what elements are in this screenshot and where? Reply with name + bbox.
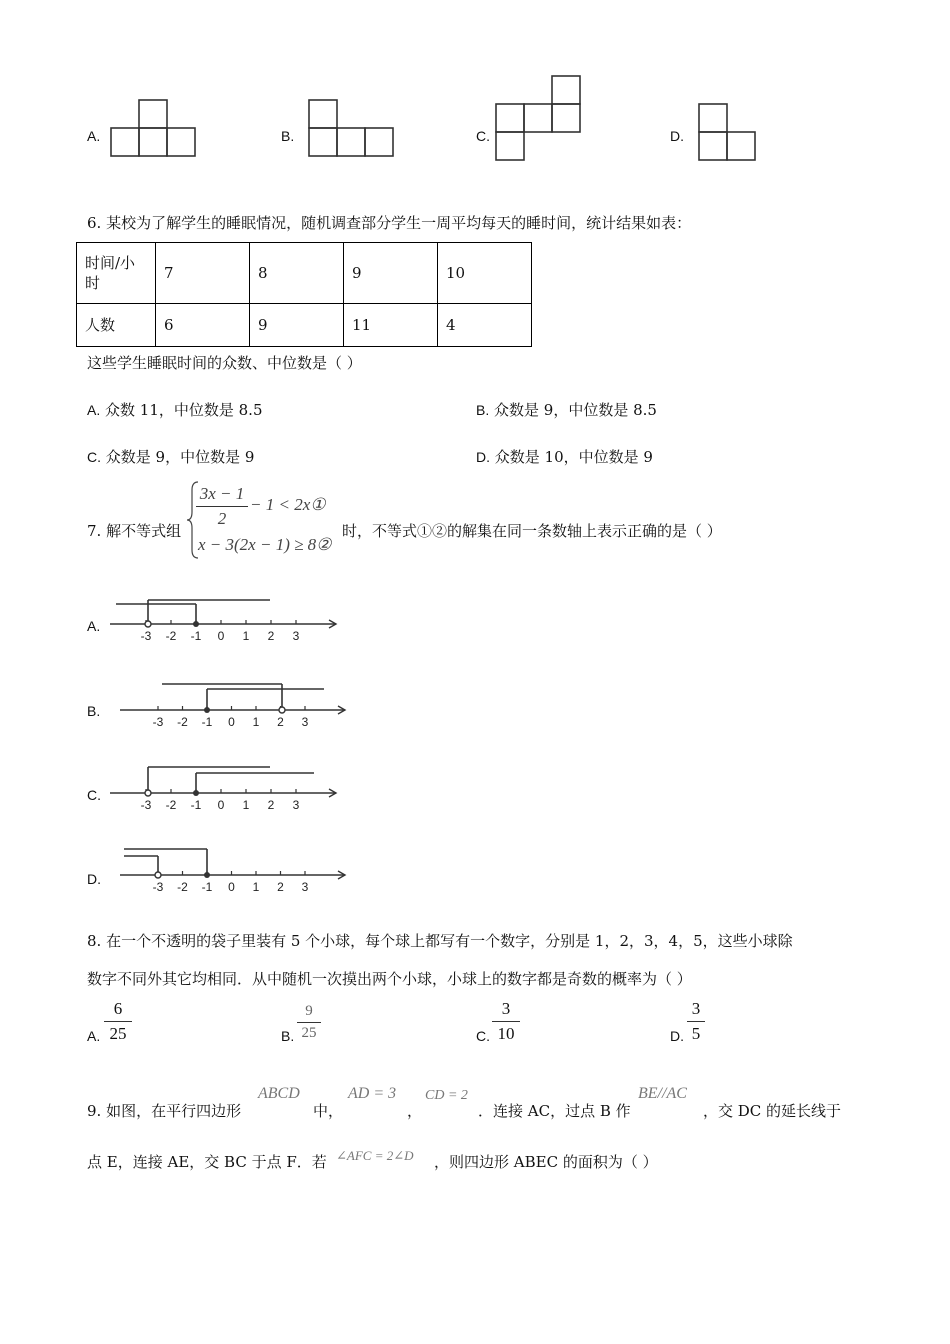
- q8-line2: 数字不同外其它均相同．从中随机一次摸出两个小球，小球上的数字都是奇数的概率为（ ）: [87, 970, 692, 988]
- table-row: [77, 304, 532, 347]
- axis-tick-label: 1: [242, 629, 250, 643]
- q5-option-d-figure: [697, 102, 759, 162]
- axis-tick-label: -2: [177, 880, 188, 894]
- q8-option-d-label: D.: [670, 1028, 684, 1044]
- table-row: [77, 243, 532, 304]
- ineq1-rest: − 1 < 2x①: [250, 495, 326, 514]
- axis-tick-label: 0: [228, 715, 235, 729]
- denominator: 5: [691, 1024, 701, 1043]
- axis-tick-label: -3: [140, 629, 152, 643]
- q9-m2: AD = 3: [348, 1085, 397, 1102]
- axis-tick-label: -3: [140, 798, 152, 812]
- axis-tick-label: 3: [292, 629, 300, 643]
- axis-tick-label: -1: [201, 880, 213, 894]
- fraction-bar: [297, 1022, 321, 1023]
- table-row-label: 人数: [77, 304, 156, 347]
- numerator: 6: [113, 999, 123, 1018]
- q7-option-d-numberline: [118, 842, 358, 898]
- table-cell: 10: [438, 243, 532, 304]
- q9-p6: 点 E，连接 AE，交 BC 于点 F．若: [87, 1153, 327, 1171]
- table-cell: 8: [250, 243, 344, 304]
- q6-stem: 6. 某校为了解学生的睡眠情况，随机调查部分学生一周平均每天的睡时间，统计结果如表：: [87, 214, 692, 232]
- table-cell: 6: [156, 304, 250, 347]
- axis-tick-label: 3: [301, 715, 309, 729]
- ineq1-numerator: 3x − 1: [199, 484, 245, 503]
- numerator: 9: [305, 1003, 313, 1019]
- table-header-label: 时间/小时: [77, 243, 156, 304]
- q9-p3: ，: [407, 1102, 423, 1120]
- axis-tick-label: 3: [301, 880, 309, 894]
- q5-option-b-label: B.: [281, 128, 295, 144]
- axis-tick-label: 2: [267, 798, 275, 812]
- axis-tick-label: 1: [242, 798, 250, 812]
- denominator: 25: [301, 1025, 317, 1041]
- axis-tick-label: -2: [165, 798, 177, 812]
- q7-option-d-label: D.: [87, 871, 101, 887]
- axis-tick-label: -1: [201, 715, 213, 729]
- q7-option-a-numberline: [108, 590, 348, 646]
- table-cell: 7: [156, 243, 250, 304]
- q7-option-a-label: A.: [87, 618, 101, 634]
- ineq2: x − 3(2x − 1) ≥ 8②: [198, 535, 332, 554]
- q6-option-d: [476, 446, 653, 467]
- fraction-bar: [492, 1021, 520, 1022]
- axis-tick-label: -1: [190, 629, 202, 643]
- q6-option-c: [87, 446, 254, 467]
- axis-tick-label: 0: [217, 798, 225, 812]
- axis-tick-label: -2: [165, 629, 177, 643]
- q8-option-a-label: A.: [87, 1028, 101, 1044]
- axis-tick-label: -2: [177, 715, 188, 729]
- q9-m3: CD = 2: [425, 1088, 468, 1103]
- axis-tick-label: 3: [292, 798, 300, 812]
- option-text: 众数是 9，中位数是 9: [105, 448, 255, 466]
- q9-m5: ∠AFC = 2∠D: [336, 1148, 414, 1163]
- option-label: B.: [476, 402, 490, 418]
- q8-option-a-fraction: [104, 999, 132, 1044]
- q7-option-c-label: C.: [87, 787, 101, 803]
- q9-m4: BE//AC: [638, 1085, 687, 1102]
- sleep-table: [76, 242, 532, 347]
- q7-option-b-numberline: [118, 676, 358, 732]
- q9-p7: ，则四边形 ABEC 的面积为（ ）: [434, 1153, 658, 1171]
- option-label: A.: [87, 402, 101, 418]
- option-text: 众数是 10，中位数是 9: [494, 448, 653, 466]
- table-cell: 9: [344, 243, 438, 304]
- axis-tick-label: -3: [152, 715, 164, 729]
- fraction-bar: [104, 1021, 132, 1022]
- q5-option-c-label: C.: [476, 128, 490, 144]
- axis-tick-label: 2: [277, 715, 284, 729]
- ineq1-fraction: [196, 484, 248, 529]
- option-label: C.: [87, 449, 101, 465]
- table-cell: 4: [438, 304, 532, 347]
- q9-p1: 9. 如图，在平行四边形: [87, 1102, 242, 1120]
- axis-tick-label: 2: [267, 629, 275, 643]
- q9-p4: ．连接 AC，过点 B 作: [478, 1102, 631, 1120]
- q8-option-b-label: B.: [281, 1028, 295, 1044]
- q6-question: 这些学生睡眠时间的众数、中位数是（ ）: [87, 354, 362, 372]
- axis-tick-label: 1: [252, 880, 260, 894]
- axis-tick-label: 2: [277, 880, 284, 894]
- option-text: 众数 11，中位数是 8.5: [105, 401, 263, 419]
- q8-option-c-label: C.: [476, 1028, 490, 1044]
- option-text: 众数是 9，中位数是 8.5: [494, 401, 657, 419]
- q8-line1: 8. 在一个不透明的袋子里装有 5 个小球，每个球上都写有一个数字，分别是 1，2，3，4，5，这些小球除: [87, 932, 793, 950]
- fraction-bar: [687, 1021, 705, 1022]
- q5-option-c-figure: [494, 74, 584, 162]
- q5-option-a-label: A.: [87, 128, 101, 144]
- axis-tick-label: 1: [252, 715, 260, 729]
- q8-option-c-fraction: [492, 999, 520, 1044]
- axis-tick-label: -1: [190, 798, 202, 812]
- fraction-bar: [196, 506, 248, 507]
- q9-p5: ，交 DC 的延长线于: [703, 1102, 842, 1120]
- table-cell: 11: [344, 304, 438, 347]
- q6-option-a: [87, 399, 263, 420]
- denominator: 10: [497, 1024, 515, 1043]
- numerator: 3: [691, 999, 701, 1018]
- ineq1-denominator: 2: [217, 509, 227, 528]
- q9-m1: ABCD: [258, 1085, 300, 1102]
- q5-option-a-figure: [108, 98, 200, 160]
- q6-option-b: [476, 399, 657, 420]
- q5-option-d-label: D.: [670, 128, 684, 144]
- q5-option-b-figure: [306, 98, 398, 160]
- option-label: D.: [476, 449, 490, 465]
- q7-option-c-numberline: [108, 760, 348, 816]
- axis-tick-label: 0: [228, 880, 235, 894]
- q8-option-d-fraction: [687, 999, 705, 1044]
- denominator: 25: [109, 1024, 127, 1043]
- q7-suffix: 时，不等式①②的解集在同一条数轴上表示正确的是（ ）: [342, 522, 722, 540]
- q9-p2: 中，: [313, 1102, 344, 1120]
- q7-prefix: 7. 解不等式组: [87, 522, 182, 540]
- axis-tick-label: 0: [217, 629, 225, 643]
- axis-tick-label: -3: [152, 880, 164, 894]
- q7-option-b-label: B.: [87, 703, 101, 719]
- table-cell: 9: [250, 304, 344, 347]
- numerator: 3: [501, 999, 511, 1018]
- q8-option-b-fraction: [297, 1003, 321, 1042]
